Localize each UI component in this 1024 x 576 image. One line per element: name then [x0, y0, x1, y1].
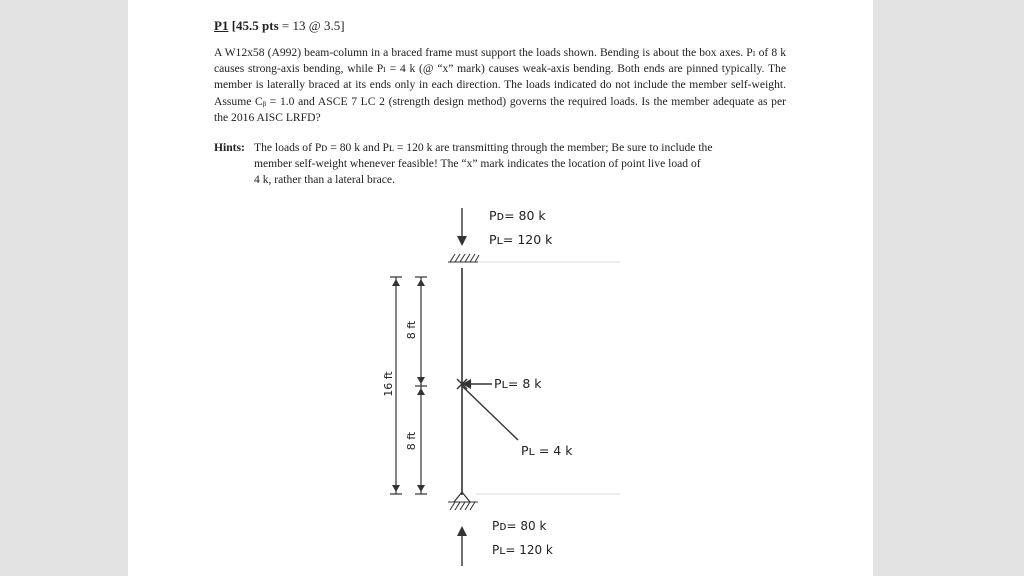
problem-points: [45.5 pts: [231, 18, 279, 33]
top-pin-support: [448, 254, 479, 262]
weak-axis-load-line: [462, 386, 518, 440]
hints-label: Hints:: [214, 141, 245, 154]
mid-horizontal-load-arrow: [462, 379, 492, 389]
dimension-lower-label: 8 ft: [405, 431, 418, 451]
top-load-arrow: [457, 208, 467, 246]
hints-line-2: member self-weight whenever feasible! The “x” mark indicates the location of point live load of: [254, 157, 701, 170]
weak-axis-load-label: Pʟ = 4 k: [521, 443, 573, 458]
top-dead-load-label: Pᴅ= 80 k: [489, 208, 546, 223]
problem-breakdown: = 13 @ 3.5]: [281, 18, 345, 33]
hints-line-1: The loads of Pᴅ = 80 k and Pʟ = 120 k are transmitting through the member; Be sure to include the: [254, 141, 713, 154]
dimension-upper-label: 8 ft: [405, 320, 418, 340]
problem-statement: A W12x58 (A992) beam-column in a braced frame must support the loads shown. Bending is about the box axes. Pₗ of 8 k causes strong-axis bending, while Pₗ = 4 k (@ “x” mark) causes weak-axis bending. Both ends are pinned typically. The member is laterally braced at its ends only in each direction. The loads indicated do not include the member self-weight. Assume Cᵦ = 1.0 and ASCE 7 LC 2 (strength design method) governs the required loads. Is the member adequate as per the 2016 AISC LRFD?: [214, 46, 786, 124]
bottom-live-load-label: Pʟ= 120 k: [492, 543, 553, 557]
top-live-load-label: Pʟ= 120 k: [489, 232, 553, 247]
mid-live-load-label: Pʟ= 8 k: [494, 376, 542, 391]
problem-label: P1: [214, 18, 229, 33]
dimension-halves: [415, 277, 427, 494]
bottom-pin-support: [448, 502, 478, 510]
bottom-dead-load-label: Pᴅ= 80 k: [492, 519, 547, 533]
hints-line-3: 4 k, rather than a lateral brace.: [254, 173, 395, 186]
dimension-total-label: 16 ft: [382, 371, 395, 397]
bottom-load-arrow: [457, 526, 467, 566]
